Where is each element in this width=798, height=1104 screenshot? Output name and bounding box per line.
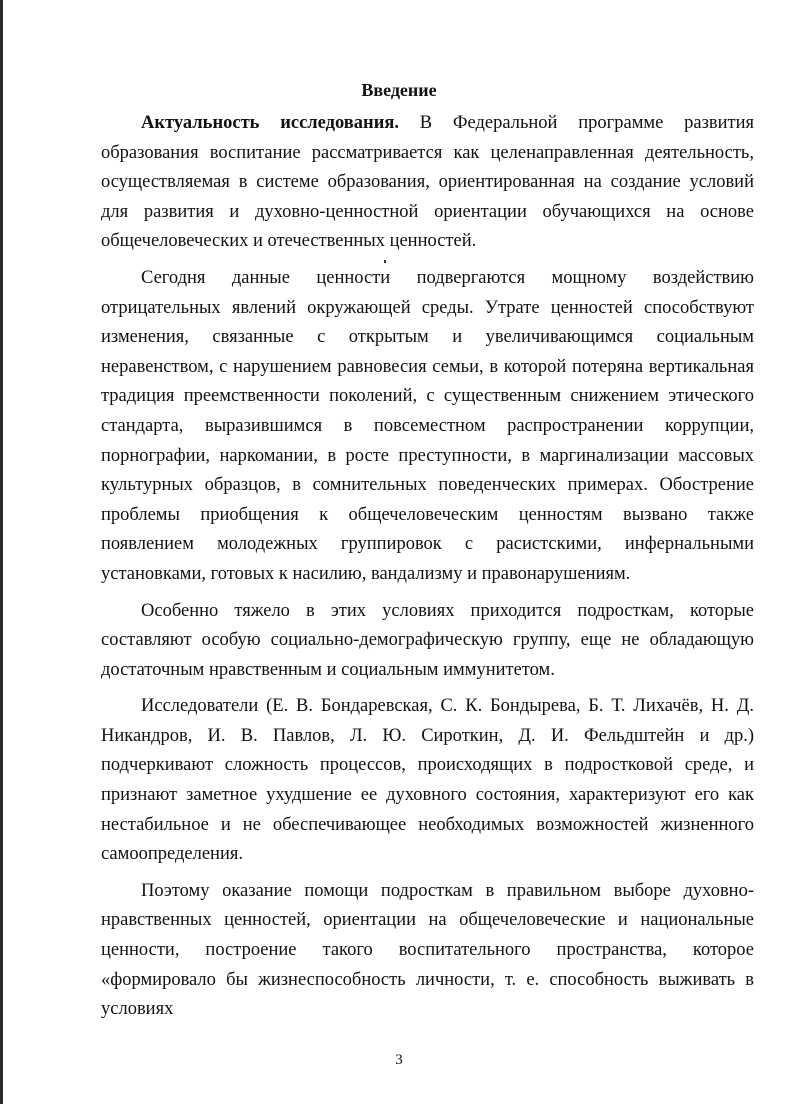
paragraph-intro: [101, 109, 754, 257]
intro-lead: Актуальность исследования.: [141, 113, 399, 133]
intro-text: В Федеральной программе развития образования воспитание рассматривается как целенаправленная деятельность, осуществляемая в системе образования, ориентированная на создание условий для развития и духовно-ценностной ориентации обучающихся на основе общечеловеческих и отечественных ценностей.: [101, 113, 755, 252]
paragraph: Исследователи (Е. В. Бондаревская, С. К. Бондырева, Б. Т. Лихачёв, Н. Д. Никандров, И. В. Павлов, Л. Ю. Сироткин, Д. И. Фельдштейн и др.) подчеркивают сложность процессов, происходящих в подростковой среде, и признают заметное ухудшение ее духовного состояния, характеризуют его как нестабильное и не обеспечивающее необходимых возможностей жизненного самоопределения.: [101, 696, 754, 865]
page-number: 3: [395, 1052, 403, 1068]
body-text: [101, 109, 754, 1025]
paragraph: Сегодня данные ценности подвергаются мощному воздействию отрицательных явлений окружающей среды. Утрате ценностей способствуют изменения, связанные с открытым и увеличивающимся социальным неравенством, с нарушением равновесия семьи, в которой потеряна вертикальная традиция преемственности поколений, с существенным снижением этического стандарта, выразившимся в повсеместном распространении коррупции, порнографии, наркомании, в росте преступности, в маргинализации массовых культурных образцов, в сомнительных поведенческих примерах. Обострение проблемы приобщения к общечеловеческим ценностям вызвано также появлением молодежных группировок с расистскими, инфернальными установками, готовых к насилию, вандализму и правонарушениям.: [101, 267, 754, 584]
page-heading: Введение: [361, 80, 437, 100]
scan-speck: [384, 260, 386, 263]
scan-edge: [0, 0, 3, 1104]
paragraph: Поэтому оказание помощи подросткам в правильном выборе духовно-нравственных ценностей, ориентации на общечеловеческие и национальные ценности, построение такого воспитательного пространства, которое «формировало бы жизнеспособность личности, т. е. способность выживать в условиях: [101, 880, 754, 1020]
paragraph: Особенно тяжело в этих условиях приходится подросткам, которые составляют особую социально-демографическую группу, еще не обладающую достаточным нравственным и социальным иммунитетом.: [101, 600, 754, 680]
